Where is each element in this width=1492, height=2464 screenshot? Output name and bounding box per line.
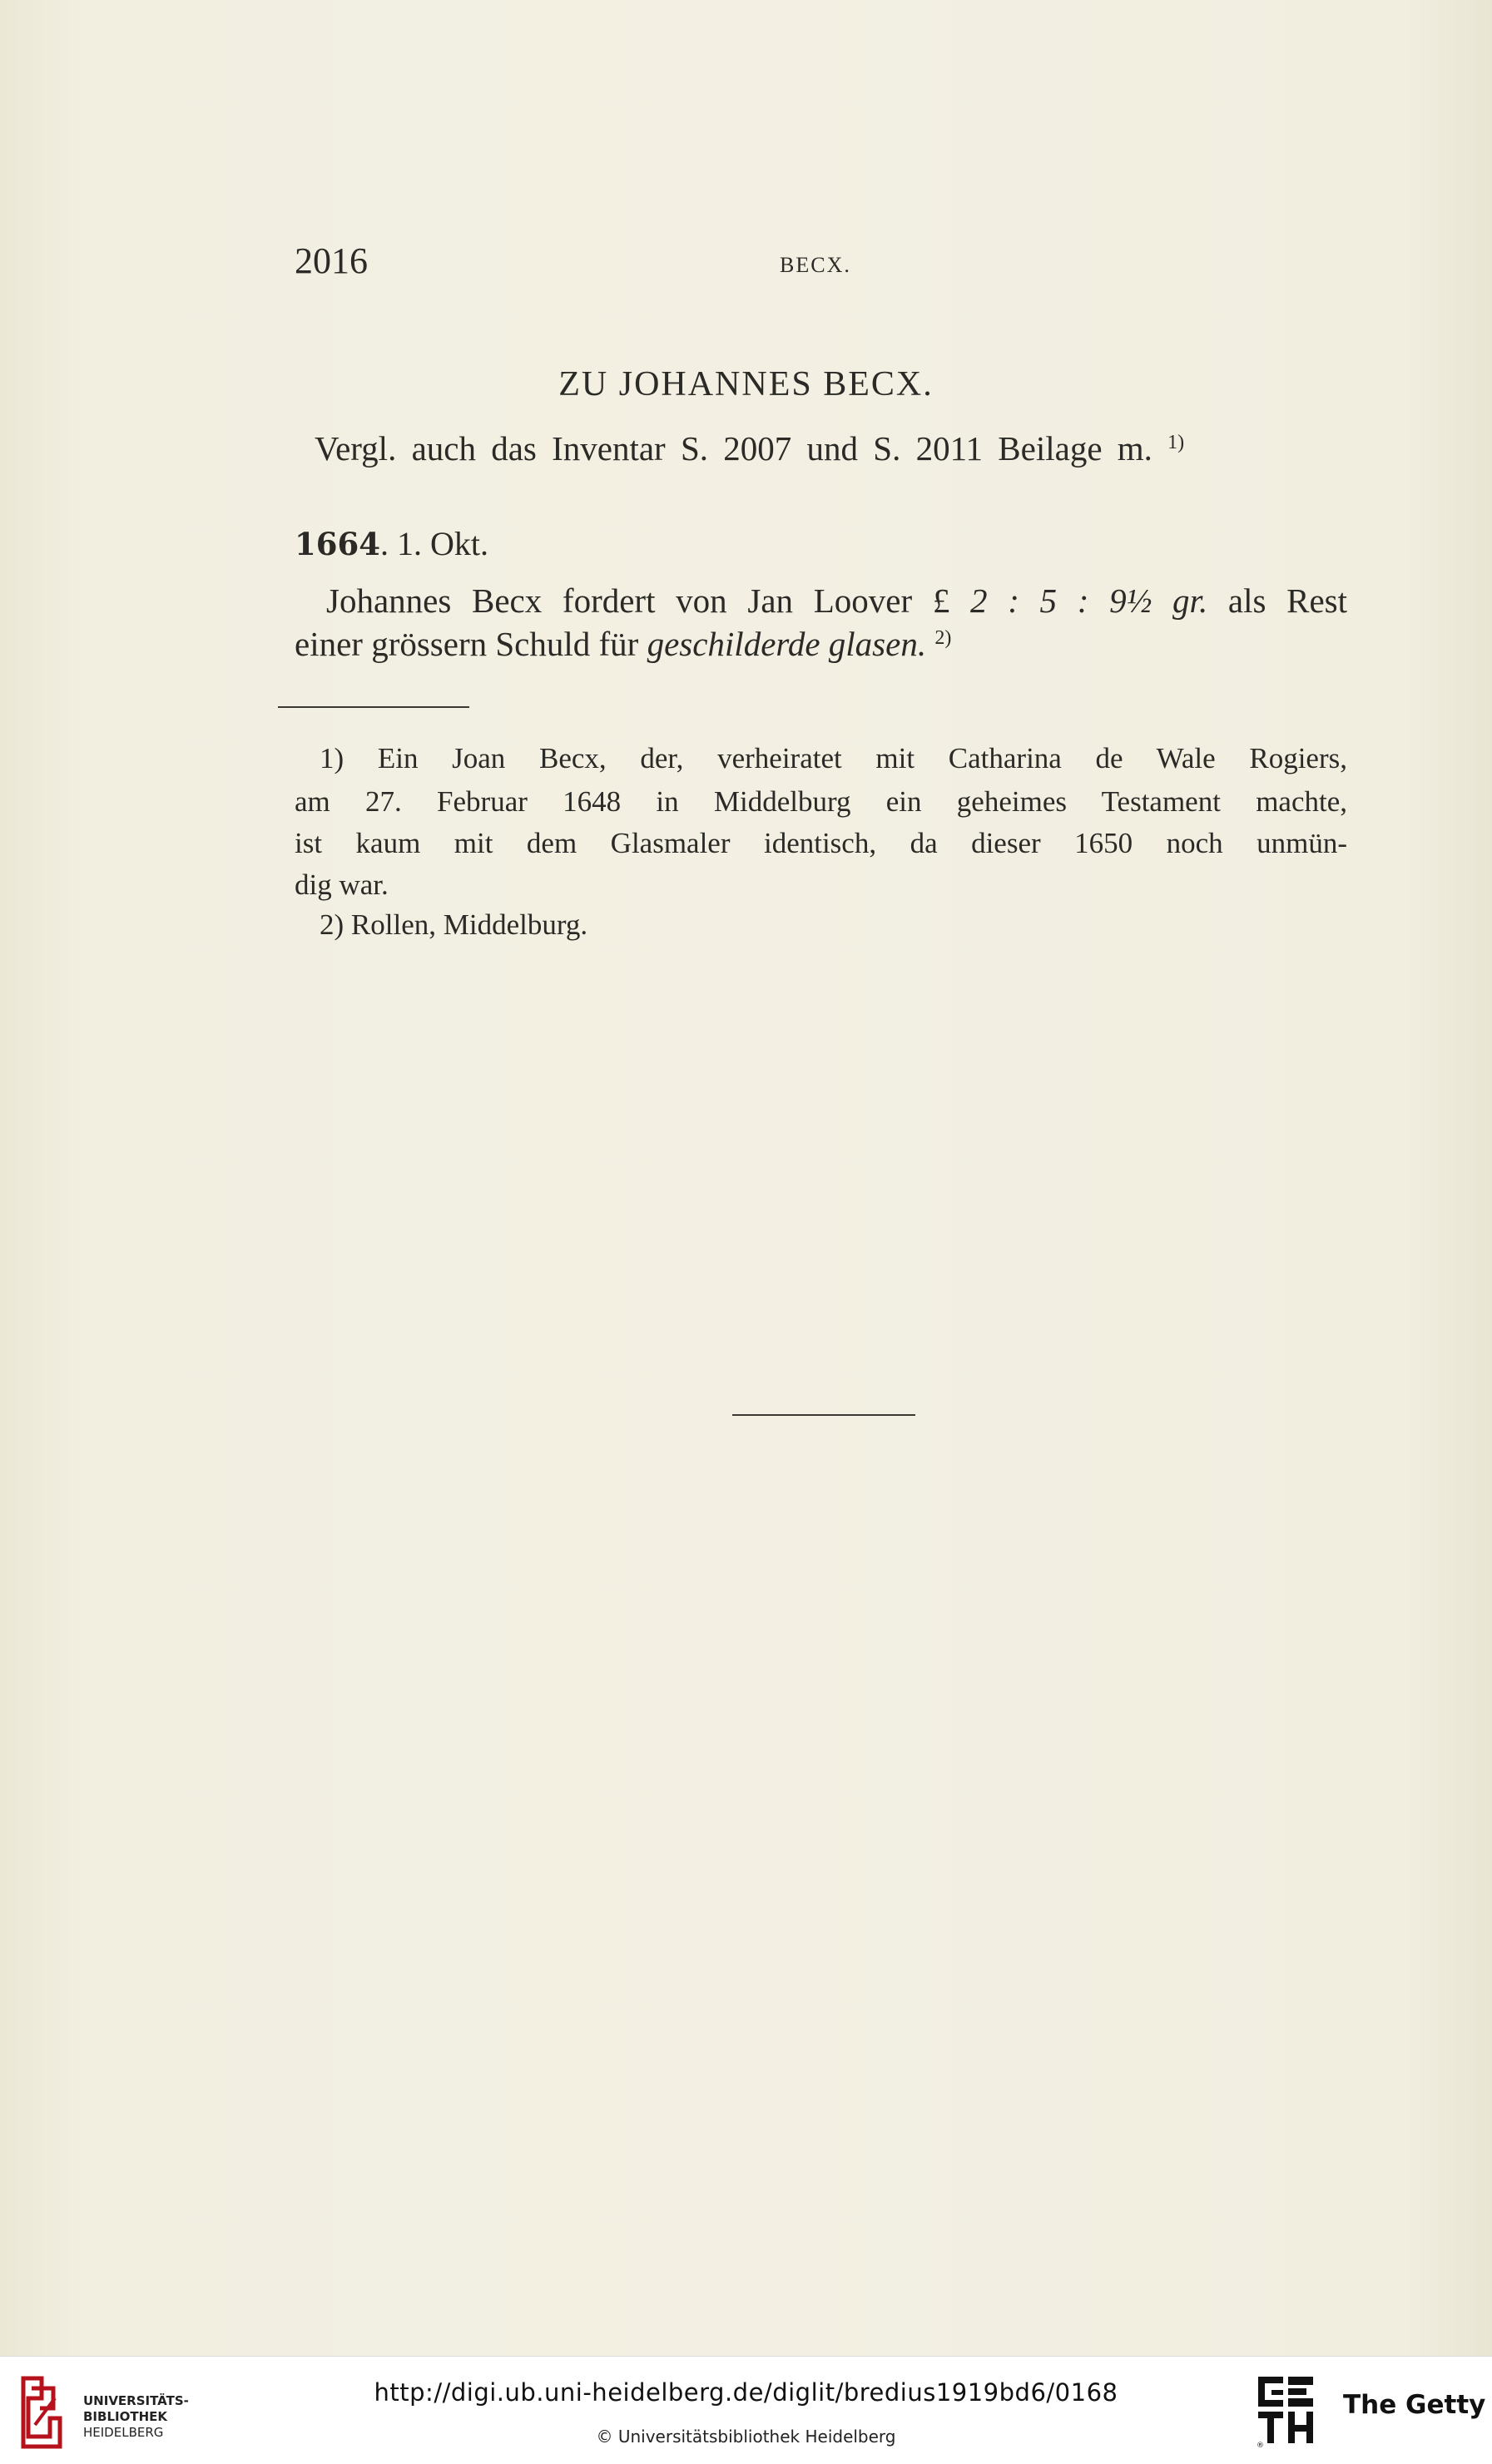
- entry-text-line-2: [295, 624, 951, 664]
- footnote-marker-2: 2): [934, 627, 952, 649]
- footnote-1-line-3: ist kaum mit dem Glasmaler identisch, da dieser 1650 noch unmün-: [295, 827, 1347, 859]
- ub-name-line-3: HEIDELBERG: [83, 2425, 164, 2440]
- footnote-separator: [278, 706, 469, 708]
- entry-date: [295, 524, 488, 563]
- entry-day: . 1. Okt.: [379, 525, 488, 562]
- footnote-marker-1: 1): [1167, 432, 1185, 453]
- reference-text: Vergl. auch das Inventar S. 2007 und S. 2011 Beilage m.: [315, 429, 1152, 468]
- getty-name: The Getty: [1343, 2390, 1486, 2420]
- end-rule: [732, 1414, 915, 1416]
- entry-year: 1664: [295, 526, 380, 562]
- svg-text:®: ®: [1257, 2442, 1264, 2448]
- running-head: BECX.: [780, 253, 851, 277]
- footnote-1-line-1: 1) Ein Joan Becx, der, verheiratet mit Catharina de Wale Rogiers,: [320, 742, 1347, 774]
- footer-bar: [0, 2356, 1492, 2464]
- footnote-1-line-4: dig war.: [295, 868, 389, 901]
- ub-name-line-2: BIBLIOTHEK: [83, 2409, 167, 2424]
- copyright-notice: © Universitätsbibliothek Heidelberg: [596, 2427, 896, 2447]
- entry-text-line-1: [326, 581, 1347, 621]
- footnote-2: 2) Rollen, Middelburg.: [320, 908, 588, 941]
- permalink-url[interactable]: http://digi.ub.uni-heidelberg.de/diglit/bredius1919bd6/0168: [374, 2378, 1118, 2407]
- section-title: ZU JOHANNES BECX.: [558, 365, 934, 403]
- footnote-1-line-2: am 27. Februar 1648 in Middelburg ein geheimes Testament machte,: [295, 785, 1347, 818]
- ub-name-line-1: UNIVERSITÄTS-: [83, 2393, 189, 2408]
- entry-text-c: einer grössern Schuld für: [295, 625, 639, 663]
- entry-amount: 2 : 5 : 9½ gr.: [970, 581, 1208, 620]
- page-number: 2016: [295, 240, 368, 281]
- entry-text-a: Johannes Becx fordert von Jan Loover: [326, 581, 913, 620]
- entry-text-b: als Rest: [1227, 581, 1348, 620]
- currency-sign: £: [932, 581, 950, 620]
- getty-logo-icon[interactable]: [1255, 2373, 1321, 2448]
- reference-line: [315, 428, 1184, 468]
- entry-italic-phrase: geschilderde glasen.: [647, 625, 927, 663]
